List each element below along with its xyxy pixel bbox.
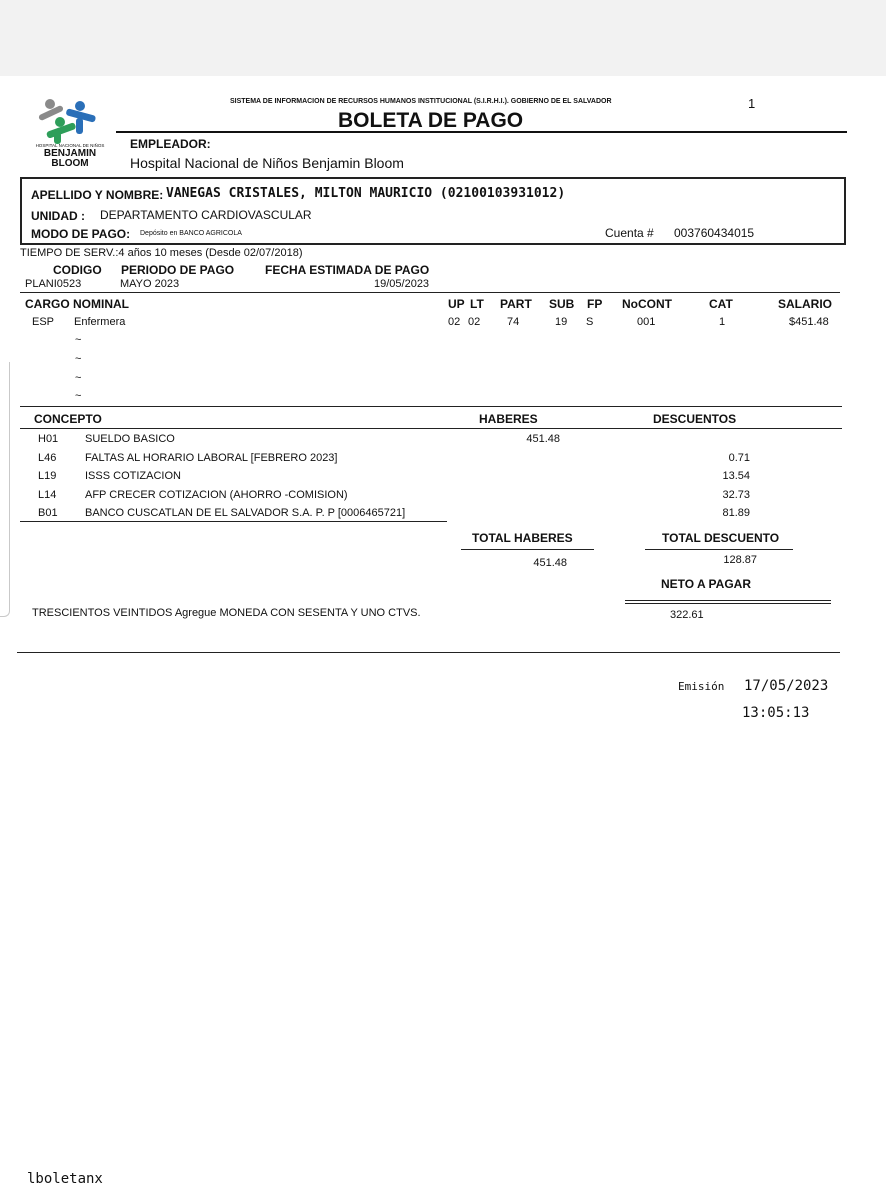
- payment-mode-value: Depósito en BANCO AGRICOLA: [140, 230, 242, 237]
- concept-desc: SUELDO BASICO: [85, 433, 175, 445]
- svg-text:HOSPITAL NACIONAL DE NIÑOS: HOSPITAL NACIONAL DE NIÑOS: [35, 143, 105, 148]
- account-number: 003760434015: [674, 226, 755, 240]
- position-part: 74: [507, 316, 520, 328]
- total-haberes-value: 451.48: [533, 557, 567, 569]
- concept-desc: BANCO CUSCATLAN DE EL SALVADOR S.A. P. P [0006465721]: [85, 507, 406, 519]
- report-code: lboletanx: [27, 1171, 103, 1187]
- code-value: PLANI0523: [25, 278, 82, 290]
- concept-code: H01: [38, 433, 59, 445]
- employer-name: Hospital Nacional de Niños Benjamin Bloom: [130, 155, 404, 171]
- concept-descuentos: 13.54: [722, 470, 750, 482]
- salario-header: SALARIO: [778, 297, 832, 311]
- employer-label: EMPLEADOR:: [130, 137, 211, 151]
- position-sub: 19: [555, 316, 568, 328]
- employee-name: VANEGAS CRISTALES, MILTON MAURICIO (02100103931012): [166, 186, 566, 201]
- neto-value: 322.61: [670, 609, 704, 621]
- account-label: Cuenta #: [605, 226, 654, 240]
- est-date-value: 19/05/2023: [374, 278, 430, 290]
- position-up: 02: [448, 316, 461, 328]
- sub-header: SUB: [549, 297, 575, 311]
- total-descuento-value: 128.87: [723, 554, 757, 566]
- payment-mode-label: MODO DE PAGO:: [31, 227, 131, 241]
- lt-header: LT: [470, 297, 484, 311]
- nocont-header: NoCONT: [622, 297, 672, 311]
- fp-header: FP: [587, 297, 603, 311]
- emission-time: 13:05:13: [742, 705, 810, 721]
- svg-text:BLOOM: BLOOM: [51, 158, 89, 168]
- concept-desc: FALTAS AL HORARIO LABORAL [FEBRERO 2023]: [85, 452, 338, 464]
- concept-haberes: 451.48: [526, 433, 560, 445]
- concept-code: L19: [38, 470, 57, 482]
- viewer-top-band: [0, 0, 886, 76]
- haberes-header: HABERES: [479, 412, 538, 426]
- descuentos-header: DESCUENTOS: [653, 412, 737, 426]
- service-time: TIEMPO DE SERV.:4 años 10 meses (Desde 02/07/2018): [20, 247, 303, 259]
- up-header: UP: [448, 297, 465, 311]
- position-title: Enfermera: [74, 316, 126, 328]
- page-title: BOLETA DE PAGO: [338, 109, 524, 132]
- position-lt: 02: [468, 316, 481, 328]
- position-fp: S: [586, 316, 594, 328]
- svg-text:BENJAMIN: BENJAMIN: [43, 148, 97, 159]
- concept-code: L46: [38, 452, 57, 464]
- concept-code: L14: [38, 489, 57, 501]
- position-nocont: 001: [637, 316, 656, 328]
- total-descuento-label: TOTAL DESCUENTO: [662, 531, 780, 545]
- concepto-header: CONCEPTO: [34, 412, 102, 426]
- amount-in-words: TRESCIENTOS VEINTIDOS Agregue MONEDA CON SESENTA Y UNO CTVS.: [32, 607, 421, 619]
- concept-descuentos: 0.71: [728, 452, 750, 464]
- position-salario: $451.48: [789, 316, 829, 328]
- period-value: MAYO 2023: [120, 278, 180, 290]
- hospital-logo: [28, 96, 112, 168]
- concept-code: B01: [38, 507, 58, 519]
- tilde-row: ~: [75, 372, 82, 384]
- cargo-header: CARGO NOMINAL: [25, 297, 129, 311]
- concept-desc: AFP CRECER COTIZACION (AHORRO -COMISION): [85, 489, 348, 501]
- system-name: SISTEMA DE INFORMACION DE RECURSOS HUMANOS INSTITUCIONAL (S.I.R.H.I.). GOBIERNO DE EL SALVADOR: [230, 98, 612, 105]
- page-number: 1: [748, 96, 756, 111]
- part-header: PART: [500, 297, 532, 311]
- children-figures-icon: [38, 99, 96, 144]
- position-cat: 1: [719, 316, 726, 328]
- cat-header: CAT: [709, 297, 733, 311]
- tilde-row: ~: [75, 390, 82, 402]
- est-date-label: FECHA ESTIMADA DE PAGO: [265, 263, 430, 277]
- page-edge-mark: [0, 362, 10, 617]
- unit-label: UNIDAD :: [31, 209, 85, 223]
- neto-label: NETO A PAGAR: [661, 577, 752, 591]
- unit-value: DEPARTAMENTO CARDIOVASCULAR: [100, 208, 312, 222]
- tilde-row: ~: [75, 334, 82, 346]
- concept-desc: ISSS COTIZACION: [85, 470, 181, 482]
- emission-date: 17/05/2023: [744, 678, 829, 694]
- code-label: CODIGO: [53, 263, 102, 277]
- period-label: PERIODO DE PAGO: [121, 263, 235, 277]
- concept-descuentos: 81.89: [722, 507, 750, 519]
- tilde-row: ~: [75, 353, 82, 365]
- total-haberes-label: TOTAL HABERES: [472, 531, 573, 545]
- emission-label: Emisión: [678, 680, 725, 693]
- concept-descuentos: 32.73: [722, 489, 750, 501]
- position-code: ESP: [32, 316, 55, 328]
- name-label: APELLIDO Y NOMBRE:: [31, 188, 164, 202]
